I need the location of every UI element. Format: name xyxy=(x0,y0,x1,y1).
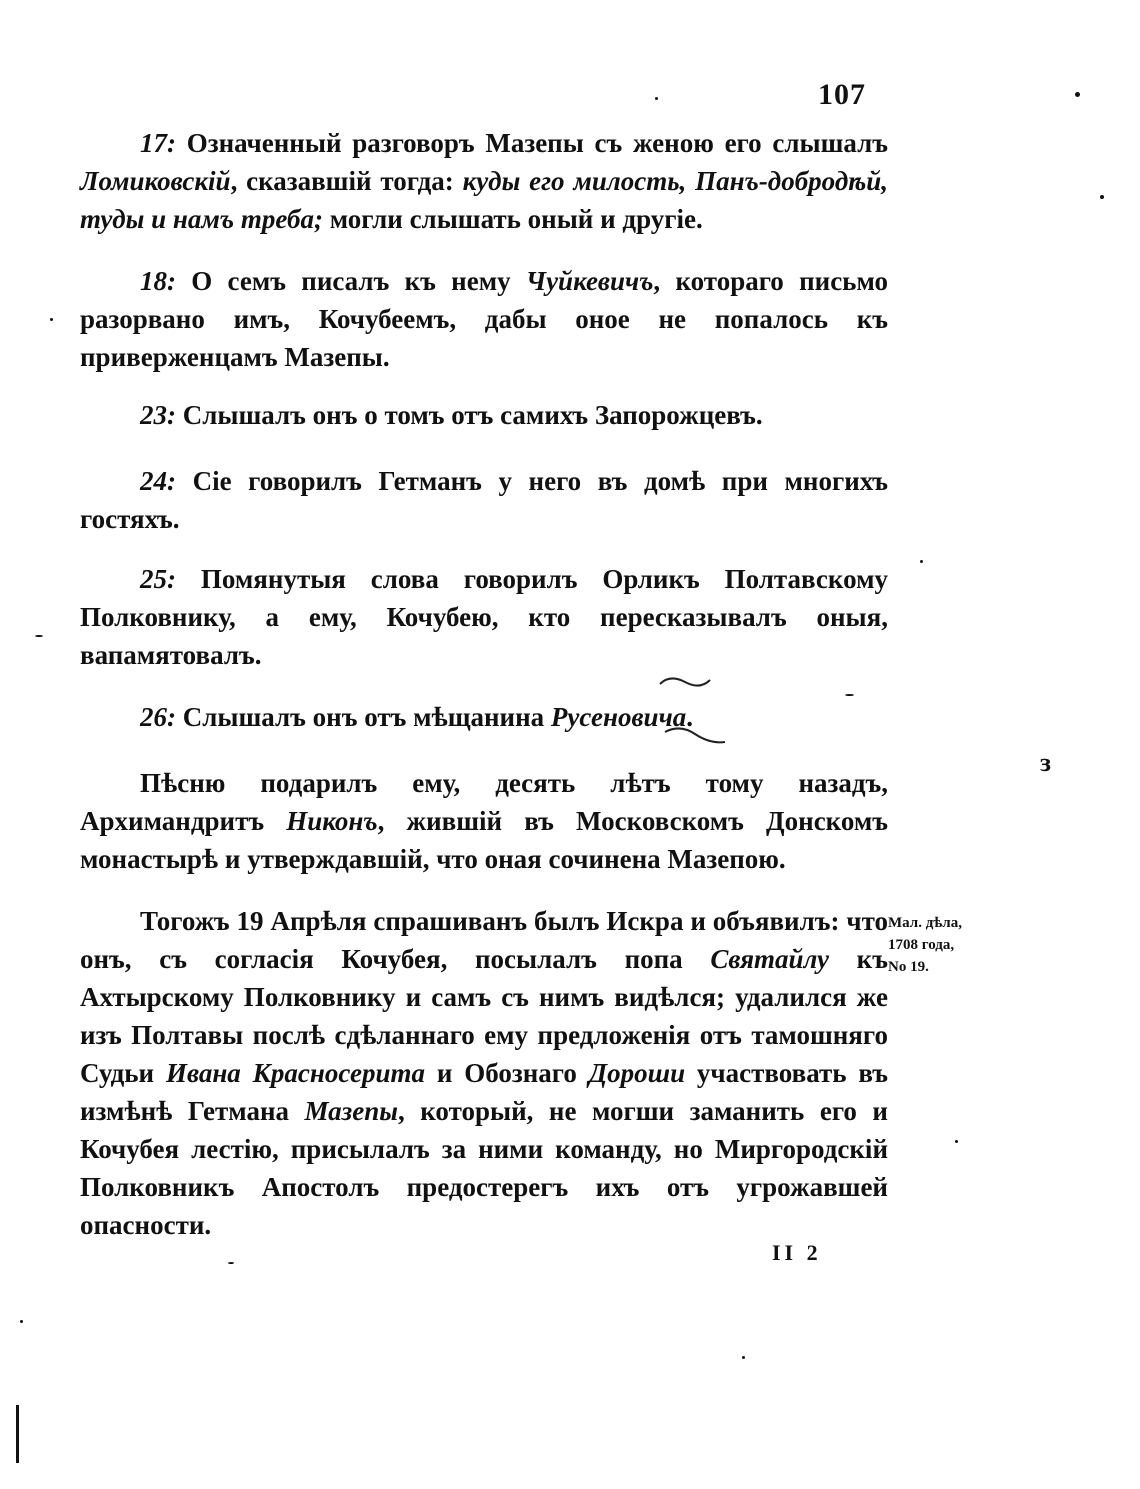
scan-speck xyxy=(742,1356,745,1359)
scan-speck xyxy=(50,318,53,321)
text-run: къ Ахтырскому Полковнику и самъ съ нимъ видѣлся; удалился же изъ Полтавы послѣ сдѣланнаго ему предложенія отъ тамошняго Судьи xyxy=(80,944,888,1088)
text-run: Пѣсню подарилъ ему, десять лѣтъ тому назадъ, Архимандритъ xyxy=(80,768,888,836)
margin-note xyxy=(888,912,998,978)
margin-note-line: Мал. дѣла, xyxy=(888,915,962,931)
text-run: , жившій въ Московскомъ Донскомъ монастырѣ и утверждавшій, что оная сочинена Мазепою. xyxy=(80,806,888,874)
iskra-paragraph xyxy=(80,902,888,1244)
pen-mark xyxy=(640,672,750,762)
scan-speck xyxy=(1075,92,1080,97)
text-run: . xyxy=(686,702,693,732)
scan-speck xyxy=(920,560,923,563)
italic-name: куды его милость, Панъ-добродѣй, туды и намъ треба; xyxy=(80,166,888,234)
stray-mark: ɜ xyxy=(1040,748,1052,777)
text-run: Слышалъ онъ отъ мѣщанина xyxy=(176,702,551,732)
scan-edge-mark xyxy=(16,1405,19,1463)
scan-speck xyxy=(655,97,658,100)
text-run: , сказавшій тогда: xyxy=(230,166,463,196)
scan-speck xyxy=(20,1320,23,1323)
signature-mark: II 2 xyxy=(772,1240,822,1265)
entry-number: 24: xyxy=(140,466,176,496)
song-paragraph xyxy=(80,764,888,878)
page-number: 107 xyxy=(818,78,866,111)
entry-24 xyxy=(80,462,888,538)
paragraph-text xyxy=(80,902,888,1244)
entry-18 xyxy=(80,262,888,376)
italic-name: Ломиковскій xyxy=(80,166,231,196)
text-run: Помянутыя слова говорилъ Орликъ Полтавскому Полковнику, а ему, Кочубею, кто пересказывалъ оныя, вапамятовалъ. xyxy=(80,564,888,670)
scan-speck xyxy=(845,694,854,696)
scan-speck xyxy=(35,635,43,637)
text-run: могли слышать оный и другіе. xyxy=(322,204,703,234)
text-run: Тогожъ 19 Апрѣля спрашиванъ былъ Искра и объявилъ: что онъ, съ согласія Кочубея, посылалъ попа xyxy=(80,906,888,974)
scan-speck xyxy=(955,1140,958,1143)
text-run: и Обознаго xyxy=(425,1058,589,1088)
text-run: , котораго письмо разорвано имъ, Кочубеемъ, дабы оное не попалось къ приверженцамъ Мазепы. xyxy=(80,266,888,372)
text-run: Слышалъ онъ о томъ отъ самихъ Запорожцевъ. xyxy=(176,400,763,430)
entry-number: 25: xyxy=(140,564,176,594)
entry-number: 17: xyxy=(140,128,176,158)
scan-speck xyxy=(1100,195,1104,199)
entry-23 xyxy=(80,396,888,434)
italic-name: Ивана Красносерита xyxy=(165,1058,426,1088)
paragraph-text xyxy=(80,698,888,736)
paragraph-text xyxy=(80,560,888,674)
entry-number: 26: xyxy=(140,702,176,732)
entry-number: 23: xyxy=(140,400,176,430)
margin-note-line: No 19. xyxy=(888,959,929,975)
margin-note-line: 1708 года, xyxy=(888,937,955,953)
paragraph-text xyxy=(80,124,888,238)
text-run: участвовать въ измѣнѣ Гетмана xyxy=(80,1058,888,1126)
text-run: Означенный разговоръ Мазепы съ женою его слышалъ xyxy=(176,128,888,158)
entry-25 xyxy=(80,560,888,674)
italic-name: Дороши xyxy=(588,1058,686,1088)
italic-name: Русеновича xyxy=(550,702,687,732)
paragraph-text xyxy=(80,262,888,376)
paragraph-text xyxy=(80,462,888,538)
paragraph-text xyxy=(80,764,888,878)
italic-name: Никонъ xyxy=(286,806,378,836)
italic-name: Мазепы xyxy=(304,1096,398,1126)
text-run: , который, не могши заманить его и Кочубея лестію, присылалъ за ними команду, но Миргородскій Полковникъ Апостолъ предостерегъ ихъ отъ угрожавшей опасности. xyxy=(80,1096,888,1240)
italic-name: Чуйкевичъ xyxy=(525,266,654,296)
entry-number: 18: xyxy=(140,266,176,296)
paragraph-text xyxy=(80,396,888,434)
entry-26 xyxy=(80,698,888,736)
text-run: О семъ писалъ къ нему xyxy=(176,266,526,296)
entry-17 xyxy=(80,124,888,238)
scan-speck xyxy=(228,1262,234,1264)
text-run: Сіе говорилъ Гетманъ у него въ домѣ при многихъ гостяхъ. xyxy=(80,466,888,534)
italic-name: Святайлу xyxy=(710,944,829,974)
